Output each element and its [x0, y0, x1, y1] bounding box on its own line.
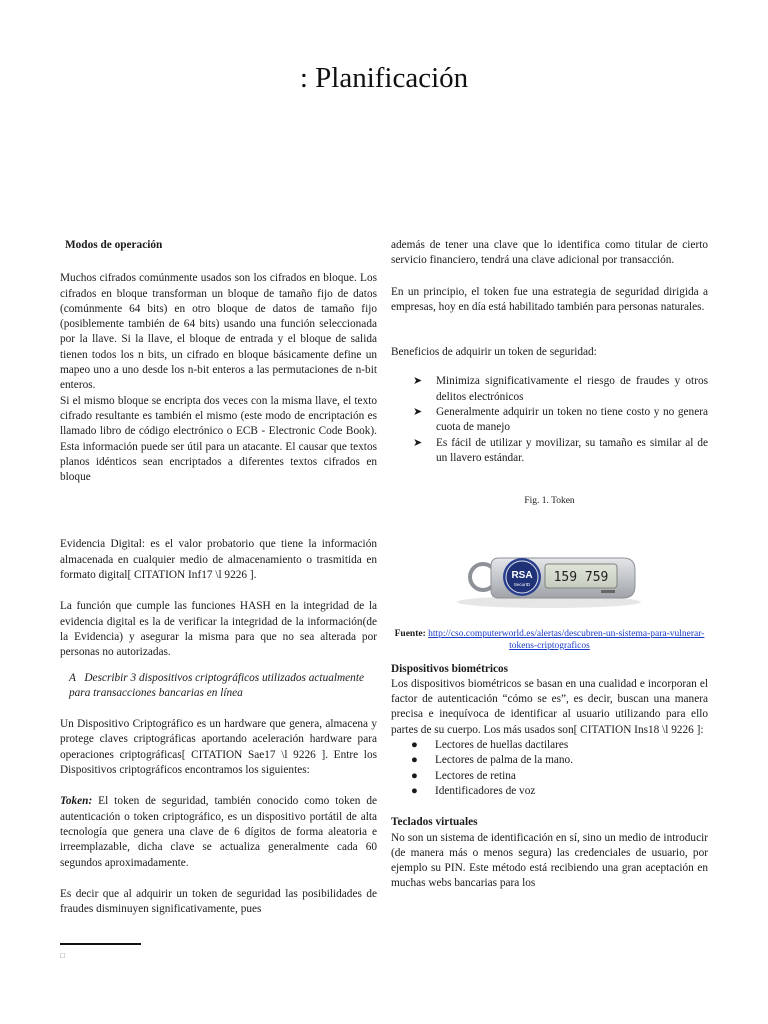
- beneficios-list: [413, 374, 708, 466]
- list-item: ➤ Minimiza significativamente el riesgo de fraudes y otros delitos electrónicos: [413, 375, 708, 403]
- dispositivo-paragraph: Un Dispositivo Criptográfico es un hardware que genera, almacena y protege claves criptográficas aportando aceleración hardware para operaciones criptográficas[ CITATION Sae17 \l 9226 ]. Entre los Dispositivos criptográficos encontramos los siguientes:: [60, 718, 377, 777]
- modos-paragraph-2: Si el mismo bloque se encripta dos veces con la misma llave, el texto cifrado resultante es también el mismo (este modo de encriptación es llamado libro de código electrónico o ECB - Electronic Code Book). Esta información puede ser útil para un atacante. El causar que textos planos idénticos sean encriptados a diferentes textos cifrados en bloque: [60, 394, 377, 484]
- teclados-heading: Teclados virtuales: [391, 816, 478, 829]
- dot-bullet-icon: ●: [411, 769, 418, 782]
- rsa-token-image: [391, 510, 708, 628]
- modos-paragraph-1: Muchos cifrados comúnmente usados son los cifrados en bloque. Los cifrados en bloque transforman un bloque de tamaño fijo de datos (comúnmente 64 bits) en otro bloque de datos de tamaño fijo (posiblemente también de 64 bits) usando una función seleccionada por la llave. Si la llave, el bloque de entrada y el bloque de salida tienen todos los n bits, un cifrado en bloque básicamente define un mapeo uno a uno desde los n-bit enteros a las permutaciones de n-bit enteros.: [60, 272, 377, 392]
- section-a-label: A: [69, 671, 76, 684]
- token-sub: SecurID: [513, 581, 531, 587]
- arrow-bullet-icon: ➤: [413, 406, 423, 419]
- token-text: El token de seguridad, también conocido como token de autenticación o token criptográfico, es un dispositivo portátil de alta tecnología que genera una clave de 6 dígitos de forma aleatoria e irreemplazable, dicha clave se actualiza generalmente cada 60 segundos aproximadamente.: [60, 795, 377, 869]
- token-label: Token:: [60, 795, 93, 808]
- fuente-label: Fuente:: [394, 628, 426, 639]
- arrow-bullet-icon: ➤: [413, 436, 423, 449]
- beneficios-intro: Beneficios de adquirir un token de seguridad:: [391, 346, 597, 359]
- arrow-bullet-icon: ➤: [413, 375, 423, 388]
- figure-source: [391, 628, 708, 652]
- es-decir-paragraph: Es decir que al adquirir un token de seguridad las posibilidades de fraudes disminuyen significativamente, pues: [60, 887, 377, 916]
- list-item: ➤ Es fácil de utilizar y movilizar, su tamaño es similar al de un llavero estándar.: [413, 436, 708, 464]
- figure-caption: Fig. 1. Token: [524, 496, 575, 507]
- section-a-title: Describir 3 dispositivos criptográficos utilizados actualmente para transacciones bancarias en línea: [69, 671, 364, 699]
- token-brand: RSA: [511, 569, 533, 581]
- dot-bullet-icon: ●: [411, 784, 418, 797]
- hash-paragraph: La función que cumple las funciones HASH en la integridad de la evidencia digital es la de verificar la integridad de la información(de la Evidencia) y asegurar la misma para que no sea alterada por personas no autorizadas.: [60, 600, 377, 659]
- list-item: ● Lectores de palma de la mano.: [411, 753, 708, 768]
- list-item: ● Lectores de huellas dactilares: [411, 738, 708, 753]
- teclados-paragraph: No son un sistema de identificación en sí, sino un medio de introducir (de manera más o menos segura) las credenciales de usuario, por ejemplo su PIN. Este método está recibiendo una gran aceptación en muchas webs bancarias para los: [391, 831, 708, 890]
- footnote-rule: [60, 943, 141, 945]
- token-code: 159 759: [553, 569, 609, 585]
- fuente-link[interactable]: http://cso.computerworld.es/alertas/descubren-un-sistema-para-vulnerar-tokens-criptograficos: [428, 628, 705, 651]
- list-item: ● Lectores de retina: [411, 769, 708, 784]
- principio-paragraph: En un principio, el token fue una estrategia de seguridad dirigida a empresas, hoy en día está habilitado también para personas naturales.: [391, 285, 708, 313]
- modos-heading: Modos de operación: [65, 239, 163, 251]
- evidencia-paragraph: Evidencia Digital: es el valor probatorio que tiene la información almacenada en cualquier medio de almacenamiento o trasmitida en formato digital[ CITATION Inf17 \l 9226 ].: [60, 538, 377, 582]
- section-a-heading: [60, 671, 377, 702]
- continuation-paragraph: además de tener una clave que lo identifica como titular de cierto servicio financiero, tendrá una clave adicional por transacción.: [391, 239, 708, 267]
- dot-bullet-icon: ●: [411, 739, 418, 752]
- list-item: ➤ Generalmente adquirir un token no tiene costo y no genera cuota de manejo: [413, 406, 708, 434]
- page-title: : Planificación: [299, 62, 469, 94]
- bio-list: [411, 738, 708, 799]
- bio-heading: Dispositivos biométricos: [391, 662, 509, 675]
- dot-bullet-icon: ●: [411, 754, 418, 767]
- token-paragraph: [60, 794, 377, 870]
- footnote-mark: □: [60, 951, 65, 960]
- left-column: [60, 238, 377, 917]
- bio-paragraph: Los dispositivos biométricos se basan en una cualidad e incorporan el factor de autenticación “cómo se es”, es decir, buscan una manera precisa e inequívoca de identificar al usuario utilizando para ello partes de su cuerpo. Los más usados son[ CITATION Ins18 \l 9226 ]:: [391, 677, 708, 736]
- token-figure: [391, 510, 708, 628]
- right-column: [391, 238, 708, 892]
- list-item: ● Identificadores de voz: [411, 784, 708, 799]
